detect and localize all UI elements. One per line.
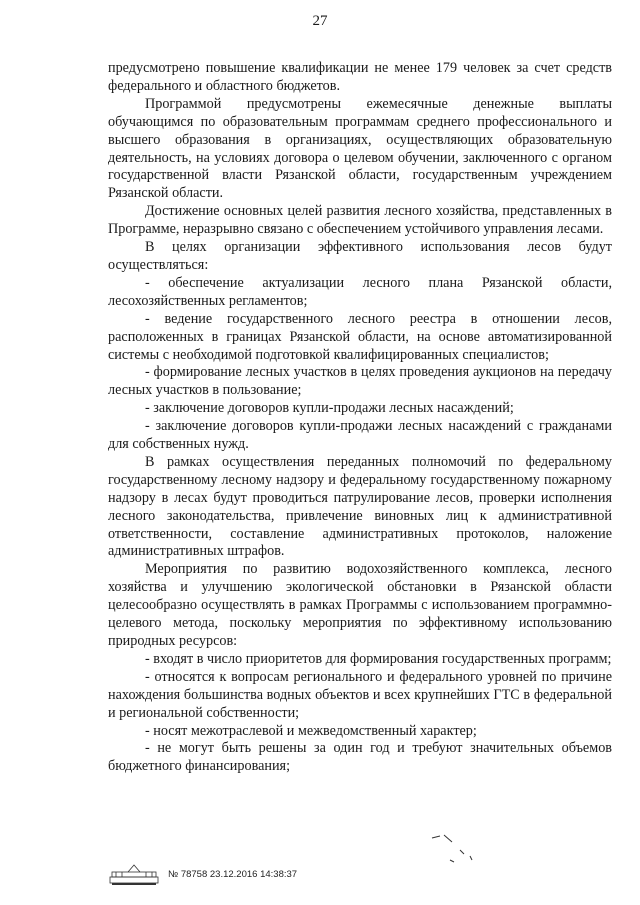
handwritten-mark [430, 830, 480, 870]
paragraph: предусмотрено повышение квалификации не менее 179 человек за счет средств федерального и областного бюджетов. [108, 60, 612, 94]
document-footer [108, 862, 297, 886]
bullet-item: - ведение государственного лесного реестра в отношении лесов, расположенных в границах Рязанской области, на основе автоматизированной системы с необходимой подготовкой квалифицированных специалистов; [108, 310, 612, 363]
bullet-item: - заключение договоров купли-продажи лесных насаждений с гражданами для собственных нужд. [108, 418, 612, 453]
document-body [108, 60, 612, 776]
paragraph: Программой предусмотрены ежемесячные денежные выплаты обучающимся по образовательным программам среднего профессионального и высшего образования в организациях, осуществляющих образовательную деятельность, на условиях договора о целевом обучении, заключенного с органом государственной власти Рязанской области, государственным учреждением Рязанской области. [108, 95, 612, 202]
bullet-item: - заключение договоров купли-продажи лесных насаждений; [145, 400, 514, 417]
bullet-item: - относятся к вопросам регионального и федерального уровней по причине нахождения большинства водных объектов и всех крупнейших ГТС в федеральной и региональной собственности; [108, 668, 612, 721]
bullet-item: - носят межотраслевой и межведомственный характер; [145, 722, 477, 739]
bullet-item: - не могут быть решены за один год и требуют значительных объемов бюджетного финансирования; [108, 740, 612, 775]
bullet-item: - формирование лесных участков в целях проведения аукционов на передачу лесных участков в пользование; [108, 364, 612, 399]
paragraph: Достижение основных целей развития лесного хозяйства, представленных в Программе, неразрывно связано с обеспечением устойчивого управления лесами. [108, 203, 612, 238]
document-stamp: № 78758 23.12.2016 14:38:37 [168, 868, 298, 880]
paragraph: Мероприятия по развитию водохозяйственного комплекса, лесного хозяйства и улучшению экологической обстановки в Рязанской области целесообразно осуществлять в рамках Программы с использованием программно-целевого метода, поскольку мероприятия по эффективному использованию природных ресурсов: [108, 561, 612, 649]
government-building-logo [108, 863, 160, 885]
page-number: 27 [312, 13, 328, 29]
bullet-item: - обеспечение актуализации лесного плана Рязанской области, лесохозяйственных регламентов; [108, 274, 612, 309]
paragraph: В целях организации эффективного использования лесов будут осуществляться: [108, 239, 612, 273]
paragraph: В рамках осуществления переданных полномочий по федеральному государственному лесному надзору и федеральному государственному пожарному надзору в лесах будут проводиться патрулирование лесов, проверки исполнения лесного законодательства, привлечение виновных лиц к административной ответственности, составление административных протоколов, наложение административных штрафов. [108, 453, 612, 560]
bullet-item: - входят в число приоритетов для формирования государственных программ; [145, 650, 612, 667]
